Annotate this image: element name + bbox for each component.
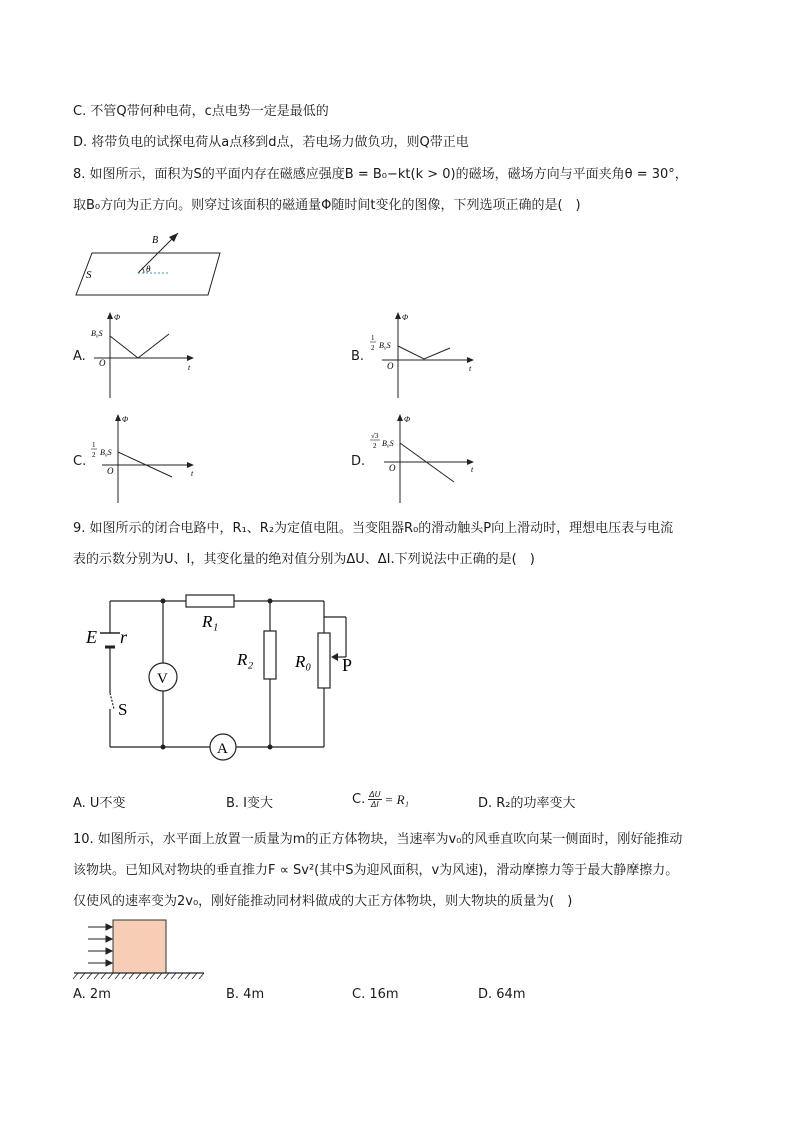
q8-stem-line2: 取B₀方向为正方向。则穿过该面积的磁通量Φ随时间t变化的图像，下列选项正确的是( ) [73,198,581,213]
q9-option-d: D. R₂的功率变大 [478,796,576,811]
y-label: B₀S [379,341,391,350]
q9-circuit-diagram [80,585,370,770]
frac-den: 2 [92,451,96,459]
axis-t: t [188,363,191,372]
graph-line [398,346,450,359]
field-label-b: B [152,235,159,246]
cube-block [113,920,166,973]
y-label: B₀S [91,329,103,338]
origin: O [387,361,394,371]
y-label: B₀S [382,439,394,448]
q8-plane-figure [70,225,230,300]
label-s: S [118,700,128,719]
y-label: B₀S [100,448,112,457]
axis-phi: Φ [402,313,409,322]
q10-stem-line3: 仅使风的速率变为2v₀，刚好能推动同材料做成的大正方体物块，则大物块的质量为( ) [73,894,573,909]
q9-option-b: B. I变大 [226,796,274,811]
q10-option-c: C. 16m [352,987,399,1002]
label-p: P [342,655,353,675]
q9-option-c [352,790,409,809]
q9-stem-line1: 9. 如图所示的闭合电路中，R₁、R₂为定值电阻。当变阻器R₀的滑动触头P向上滑动时，理想电压表与电流 [73,521,674,536]
q9-option-a: A. U不变 [73,796,126,811]
origin: O [99,358,106,368]
axis-t: t [191,469,194,478]
origin: O [107,466,114,476]
label-r1: R₁ [202,612,219,631]
q8-graph-c [88,410,208,505]
fraction-denominator: ΔI [370,800,379,809]
q8-graph-a [88,308,208,400]
axis-t: t [469,364,472,373]
frac-num: √3 [371,432,379,440]
q10-block-figure [70,915,210,983]
label-r: r [120,627,128,647]
origin: O [389,463,396,473]
q10-stem-line2: 该物块。已知风对物块的垂直推力F ∝ Sv²(其中S为迎风面积，v为风速)，滑动摩擦力等于最大静摩擦力。 [73,863,679,878]
q7-option-c: C. 不管Q带何种电荷，c点电势一定是最低的 [73,104,329,119]
fraction-numerator: ΔU [369,790,381,799]
resistor-r2 [264,631,276,679]
graph-line [110,334,169,358]
q10-option-a: A. 2m [73,987,111,1002]
frac-den: 2 [373,442,377,450]
label-r2: R₂ [237,650,254,669]
frac-num: 1 [92,441,96,449]
q9-stem-line2: 表的示数分别为U、I，其变化量的绝对值分别为ΔU、ΔI.下列说法中正确的是( ) [73,552,535,567]
option-c-rest: = R₁ [384,791,410,807]
q8-option-c-label: C. [73,454,87,469]
q8-graph-b [368,308,488,400]
q8-option-a-label: A. [73,349,86,364]
axis-phi: Φ [122,415,129,424]
axis-phi: Φ [114,313,121,322]
label-v: V [157,671,168,687]
q8-option-b-label: B. [351,349,365,364]
q7-option-d: D. 将带负电的试探电荷从a点移到d点，若电场力做负功，则Q带正电 [73,135,469,150]
axis-phi: Φ [404,415,411,424]
frac-den: 2 [371,344,375,352]
resistor-r1 [186,595,234,607]
q8-graph-d [368,410,488,505]
option-c-prefix: C. [352,791,366,807]
label-r0: R₀ [295,652,312,671]
rheostat-r0 [318,633,330,688]
q8-option-d-label: D. [351,454,366,469]
axis-t: t [471,465,474,474]
q10-stem-line1: 10. 如图所示，水平面上放置一质量为m的正方体物块，当速率为v₀的风垂直吹向某一侧面时，刚好能推动 [73,832,683,847]
plane-label-s: S [86,269,92,281]
wind-arrows [88,924,112,966]
label-e: E [86,627,97,647]
q8-stem-line1: 8. 如图所示，面积为S的平面内存在磁感应强度B = B₀−kt(k > 0)的磁场，磁场方向与平面夹角θ = 30°， [73,167,688,182]
q10-option-b: B. 4m [226,987,265,1002]
frac-num: 1 [371,334,375,342]
delta-fraction [368,790,381,809]
angle-label-theta: θ [146,264,151,274]
q10-option-d: D. 64m [478,987,526,1002]
label-a: A [217,741,228,757]
